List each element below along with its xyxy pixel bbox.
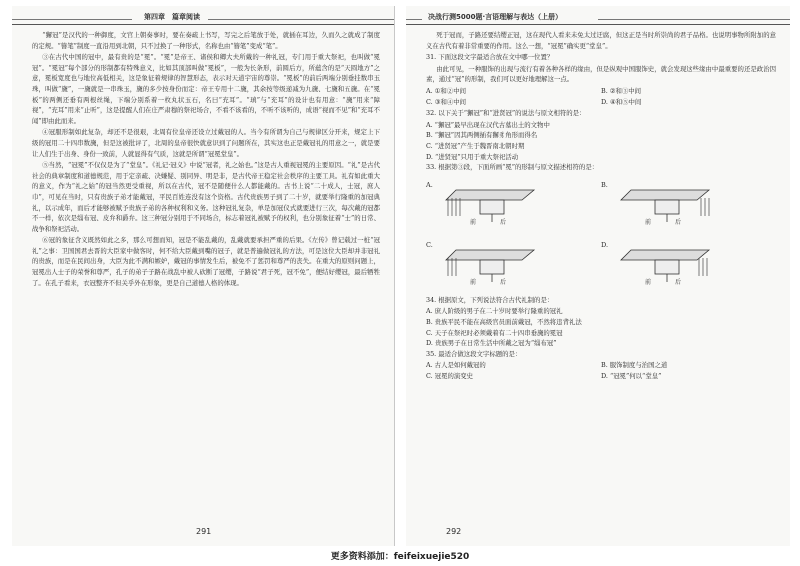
option: A. 庶人阶级的男子在二十岁时要举行隆重的冠礼 [426,307,563,316]
left-page-header [12,10,394,25]
option: D. “冠冕”何以“堂皇” [601,371,662,380]
option: B. “獬冠”因其两侧插有獬豸角形而得名 [426,131,538,140]
crown-body [480,260,504,274]
question-stem: 32. 以下关于“獬冠”和“进贤冠”的说法与原文相符的是： [426,109,586,118]
option: D. ④和⑤中间 [601,97,642,106]
mian-board [446,190,534,200]
crown-body [655,260,679,274]
diagram-figure [617,236,727,296]
diagram-option [601,176,776,232]
tassel-strings [448,198,460,216]
diagram-figure [617,176,727,236]
option: A. ①和②中间 [426,86,466,95]
front-label: 前 [470,218,477,226]
option: A. “獬冠”最早出现在汉代古墓出土的文物中 [426,120,550,129]
diagram-figure [442,176,552,236]
paragraph: ⑥冠的象征含义既然如此之多，那么可想而知，冠是不能乱戴的，乱戴就要承担严重的后果。《左传》曾记载过一桩“冠礼”之事：卫国国君去晋的大臣家中做客时，何不给大臣戴到嘴的冠子，就是普遍做冠礼的方法，可是这位大臣却并非冠礼的贵族，而是在民间出身，大臣为此不满和嫉妒，戴冠的事情发生后，被免不了惩罚和尊严的丧失。在重大的原则问题上，冠冕出人士子的荣誉和尊严，孔子的弟子子路在战乱中被人砍断了冠缨，子路说“君子死，冠不免”，便结好缨冠，最后牺牲了。在孔子看来，衣冠整齐不但关乎外在形象，更是自己道德人格的体现。 [32,236,380,287]
tassel-strings [699,258,707,276]
diagram-label: C. [426,240,433,249]
footer-watermark: 更多资料添加：feifeixuejie520 [330,552,470,562]
mian-crown-diagram [442,236,552,292]
option: B. 服饰制度与治国之道 [601,361,668,370]
back-label: 后 [500,218,507,226]
question-stem: 33. 根据第③段，下面所画“冕”的形制与原文描述相符的是： [426,163,599,172]
paragraph: ④冠服形制如此复杂，却还不是很艰，北周有位皇帝还设立过戴冠的人。当今有所谓为自己与规律区分开来，规定上下级的冠用二十四串数旒，但是这被批评了，北周的皇帝很快就意识到了问题所在，其实这也正是戴冠礼的用意之一，就是要让人们生于出身、身份一致前，人就显得有气质，这就是所谓“冠冕堂皇”。 [32,128,380,158]
left-page [12,6,395,546]
option: D. 贵族男子在日常生活中所戴之冠为“缁布冠” [426,339,557,348]
options-grid [426,86,776,107]
paragraph: ③在古代中国的冠中，最有贵的是“冕”。“冕”是帝王、诸侯和卿大夫所戴的一种礼冠，专门用于重大祭祀，也叫做“冕冠”。“冕冠”每个部分的形制都有特殊意义，比如其顶部叫做“冕板”，一般为长条形，前圆后方，所蕴含的是“天圆地方”之意，冕板宽度也与地位高低相关，这是象征着规律的智慧形态，表示对天道宇宙的尊崇。“冕板”的前后两端分别垂挂数串玉珠，叫做“旒”，一旒就是一串珠玉，旒的多少按身份而定：帝王专用十二旒，其余按等级递减为九旒、七旒和五旒。在“冕板”的两侧还垂有两根丝绳，下端分别系着一枚丸状玉石，名曰“充耳”。“瑱”与“充耳”的设计也有用意：“旒”用来“障视”，“充耳”用来“止听”，这是提醒人们在庄严肃穆的祭祀场合，不看不该看的，不听不该听的，成语“视而不见”和“充耳不闻”即由此而来。 [32,53,380,125]
right-page-number: 292 [446,527,462,536]
paragraph: 死于冠而，子路还要结缨正冠，这在现代人看来未免太过迂腐，但这正是当时所崇尚的君子品格。也说明事物所附加的意义在古代有着非常重要的作用。这么一想，“冠冕”确实更“堂皇”。 [426,31,776,50]
diagram-figure [442,236,552,296]
left-header-title: 第四章 篇章阅读 [144,13,200,21]
question-passage: 由此可见，一种服饰的出现与流行有着各种各样的缘由，但是纵观中国服饰史，就会发现这些缘由中最重要的还是政治因素，通过“冠”的形制，我们可以更好地理解这一点。 [426,64,776,84]
diagram-option [426,176,601,232]
left-page-body [32,30,380,289]
option: C. 天子在祭祀时必须戴着有二十四串垂旒的冕冠 [426,328,563,337]
crown-body [480,200,504,214]
question-stem: 31. 下面这段文字最适合放在文中哪一位置？ [426,53,554,62]
options-list [426,120,776,162]
mian-board [446,250,534,260]
diagram-grid [426,176,776,292]
paragraph: “獬冠”是汉代的一种御度，文官上朝奏事时，要在奏疏上书写，写完之后笔放于处，就插在耳边，久而久之就成了制度的定规。“簪笔”制度一直沿用到北朝，只不过换了一种形式，名称也由“簪笔”变成“笔”。 [32,31,380,50]
options-list [426,306,776,348]
front-label: 前 [645,278,652,286]
front-label: 前 [645,218,652,226]
paragraph: ⑤当然，“冠冕”不仅仅是为了“堂皇”。《礼记·冠义》中说“冠者，礼之始也。”这是古人重视冠冕的主要原因。“礼”是古代社会的典章制度和道德规范，用于定亲疏、决嫌疑、别同异、明是非，是古代帝王稳定社会秩序的主要工具。礼有如此重大的意义，作为“礼之始”的冠当然更受重视，所以在古代，冠不是随便什么人都能戴的。古书上说“二十成人，士冠，庶人巾”，可见在当时，只有贵族子弟才能戴冠，平民百姓连没有这个资格。古代贵族男子到了二十岁，就要举行隆重的加冠典礼，以示成年，而后才能够被赋予贵族子弟的各种权利和义务。这种冠礼复杂，单是加冠仪式就要进行三次，每次戴的冠都不一样，依次是缁布冠、皮弁和爵弁。这三种冠分别用于不同场合，标志着冠礼被赋予的权利，也分别象征着“士”的日常、战争和祭祀活动。 [32,161,380,233]
back-label: 后 [500,278,507,286]
right-page-header [406,10,790,25]
option: C. ③和④中间 [426,97,467,106]
question-stem: 35. 最适合做这段文字标题的是： [426,349,522,358]
diagram-label: B. [601,180,608,189]
right-page-body [426,30,776,382]
mian-crown-diagram [617,176,727,232]
option: C. 冠冕的演变史 [426,371,474,380]
options-grid [426,360,776,381]
diagram-label: D. [601,240,609,249]
mian-crown-diagram [617,236,727,292]
mian-board [621,190,709,200]
left-page-number: 291 [196,527,212,536]
option: C. “进贤冠”产生于魏晋南北朝时期 [426,141,525,150]
question-stem: 34. 根据原文，下列说法符合古代礼制的是： [426,295,554,304]
mian-board [621,250,709,260]
option: D. “进贤冠”只用于重大祭祀活动 [426,152,519,161]
tassel-strings [448,258,456,276]
option: A. 古人是如何戴冠的 [426,361,486,370]
diagram-label: A. [426,180,433,189]
crown-body [655,200,679,214]
back-label: 后 [675,278,682,286]
diagram-option [426,236,601,292]
front-label: 前 [470,278,477,286]
back-label: 后 [675,218,682,226]
mian-crown-diagram [442,176,552,232]
diagram-option [601,236,776,292]
option: B. ②和③中间 [601,86,642,95]
option: B. 贵族平民不能在高级官员面前戴冠，不然将违背礼法 [426,317,582,326]
right-page [406,6,790,546]
right-header-title: 决战行测5000题·言语理解与表达（上册） [428,13,563,21]
tassel-strings [701,198,709,216]
